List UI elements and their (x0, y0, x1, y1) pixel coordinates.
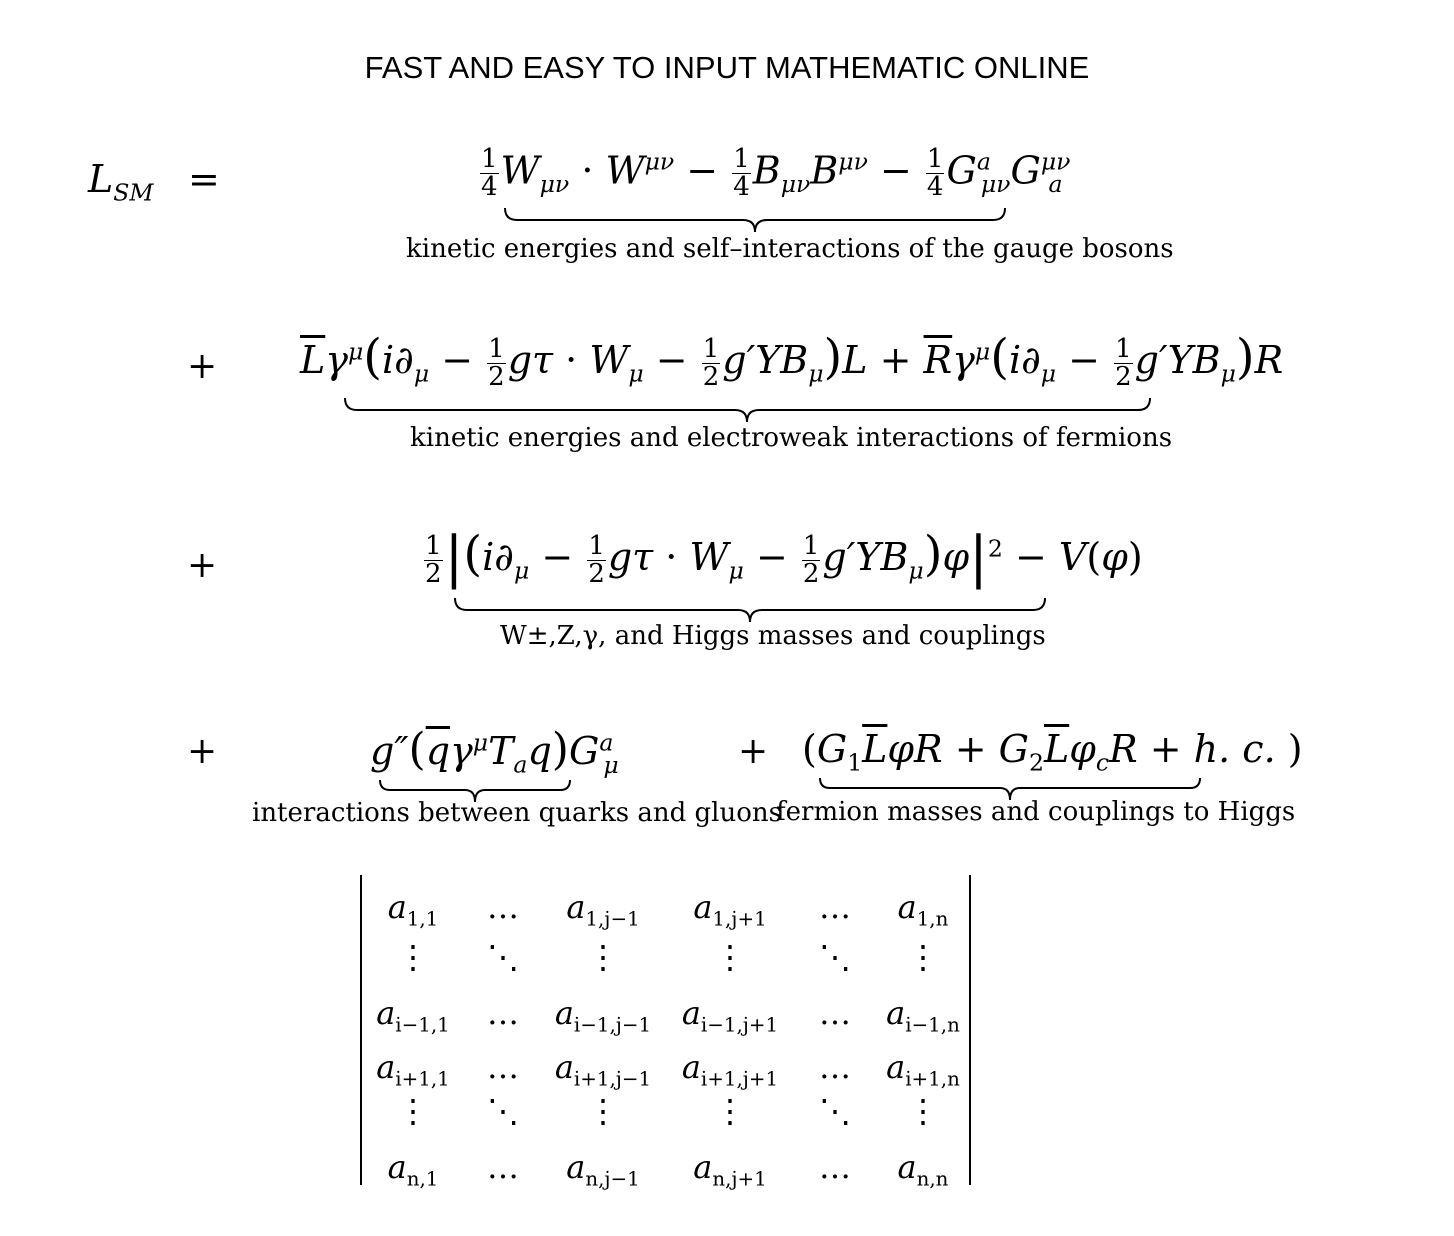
matrix-cell-6-4: $a_{n,j+1}$ (693, 1148, 767, 1191)
matrix-cell-2-2: ⋱ (487, 938, 519, 976)
matrix-cell-5-4: ⋮ (714, 1092, 746, 1130)
gauge-underbrace (505, 206, 1005, 236)
matrix-cell-6-2: … (487, 1148, 519, 1186)
gauge-boson-term: $\frac{1}{4}$ $W_{\mu\nu} \cdot W^{\mu\nu}$ − $\frac{1}{4}$ $B_{\mu\nu}B^{\mu\nu}$ − $\frac{1}{4}$ $G^a_{\mu\nu}G^{\mu\nu}_a$ (481, 144, 1071, 203)
matrix-cell-4-4: $a_{i+1,j+1}$ (681, 1048, 779, 1091)
matrix-cell-4-6: $a_{i+1,n}$ (886, 1048, 960, 1091)
matrix-cell-2-4: ⋮ (714, 938, 746, 976)
matrix-cell-5-1: ⋮ (397, 1092, 429, 1130)
fermion-mass-term: ($G_1\overline{L}\varphi R + G_2\overline{L}\varphi_cR + h$. c. ) (802, 727, 1303, 777)
matrix-cell-3-2: … (487, 994, 519, 1032)
matrix-cell-1-1: $a_{1,1}$ (387, 888, 439, 931)
caption-quarks: interactions between quarks and gluons (252, 798, 782, 828)
matrix-cell-2-1: ⋮ (397, 938, 429, 976)
quark-gluon-term: $g''(\overline{q}\gamma^\mu T_aq)G^a_\mu$ (370, 724, 619, 779)
fermion-term: $\overline{L}\gamma^\mu(i\partial_\mu$ − $\frac{1}{2}$ $g\tau \cdot W_\mu$ − $\frac{1}{2}$ $g'YB_\mu)L + \overline{R}\gamma^\mu(i\partial_\mu$ − $\frac{1}{2}$ $g'YB_\mu)R$ (300, 329, 1284, 392)
lagrangian-symbol: $L_{SM}$ (88, 157, 154, 207)
matrix-cell-1-6: $a_{1,n}$ (897, 888, 949, 931)
matrix-cell-4-1: $a_{i+1,1}$ (376, 1048, 450, 1091)
matrix-cell-6-1: $a_{n,1}$ (387, 1148, 439, 1191)
matrix-cell-3-5: … (819, 994, 851, 1032)
plus-sign-5: + (738, 731, 769, 772)
matrix-cell-3-3: $a_{i-1,j-1}$ (554, 994, 652, 1037)
matrix-cell-5-2: ⋱ (487, 1092, 519, 1130)
matrix-cell-4-5: … (819, 1048, 851, 1086)
matrix-cell-3-6: $a_{i-1,n}$ (886, 994, 960, 1037)
matrix-cell-4-3: $a_{i+1,j-1}$ (554, 1048, 652, 1091)
caption-fermions: kinetic energies and electroweak interactions of fermions (410, 423, 1173, 453)
matrix-cell-2-3: ⋮ (587, 938, 619, 976)
matrix-cell-5-5: ⋱ (819, 1092, 851, 1130)
matrix-cell-6-5: … (819, 1148, 851, 1186)
equals-sign: = (188, 157, 220, 201)
page-title: FAST AND EASY TO INPUT MATHEMATIC ONLINE (364, 50, 1090, 85)
caption-gauge: kinetic energies and self–interactions of the gauge bosons (406, 234, 1174, 264)
matrix-cell-5-3: ⋮ (587, 1092, 619, 1130)
caption-fermion-masses: fermion masses and couplings to Higgs (776, 797, 1296, 827)
matrix-cell-5-6: ⋮ (907, 1092, 939, 1130)
plus-sign-4: + (187, 731, 218, 772)
matrix-cell-6-6: $a_{n,n}$ (897, 1148, 949, 1191)
matrix-cell-1-4: $a_{1,j+1}$ (693, 888, 767, 931)
caption-higgs: W±,Z,γ, and Higgs masses and couplings (500, 621, 1046, 651)
matrix-cell-2-5: ⋱ (819, 938, 851, 976)
matrix-cell-1-3: $a_{1,j-1}$ (566, 888, 640, 931)
matrix-cell-4-2: … (487, 1048, 519, 1086)
matrix-cell-1-2: … (487, 888, 519, 926)
plus-sign-3: + (187, 545, 218, 586)
matrix-cell-2-6: ⋮ (907, 938, 939, 976)
matrix-cell-6-3: $a_{n,j-1}$ (566, 1148, 640, 1191)
fermion-underbrace (345, 396, 1150, 426)
higgs-term: $\frac{1}{2}$ $|(i\partial_\mu$ − $\frac{1}{2}$ $g\tau \cdot W_\mu$ − $\frac{1}{2}$ $g'YB_\mu)\varphi|^2 - V(\varphi)$ (425, 525, 1143, 590)
matrix-cell-3-1: $a_{i-1,1}$ (376, 994, 450, 1037)
matrix-cell-1-5: … (819, 888, 851, 926)
matrix-cell-3-4: $a_{i-1,j+1}$ (681, 994, 779, 1037)
plus-sign-2: + (187, 346, 218, 387)
